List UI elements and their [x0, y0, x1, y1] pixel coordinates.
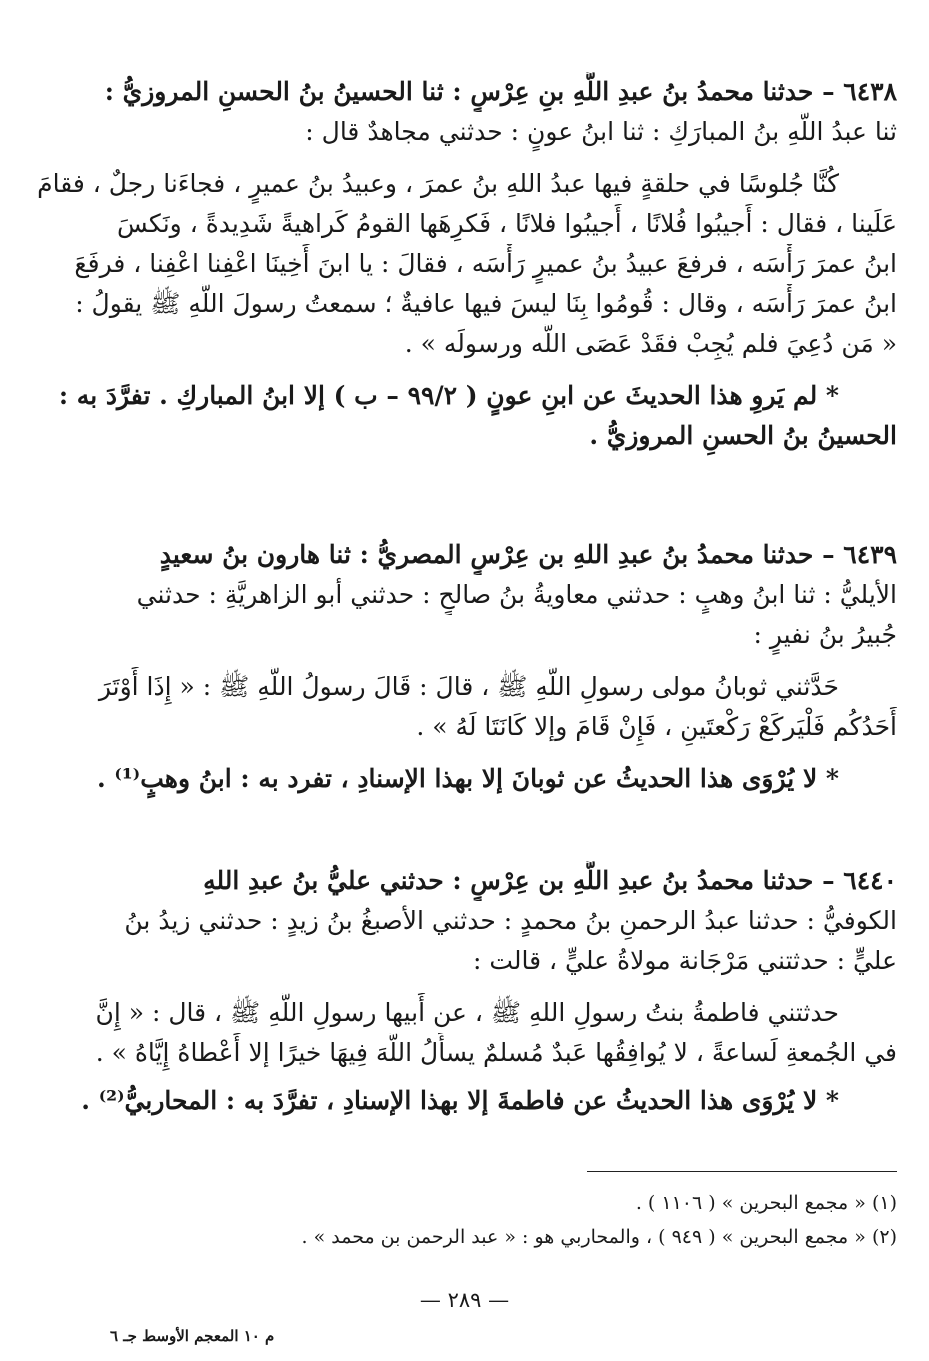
hadith-6440-line-4: حدثتني فاطمةُ بنتُ رسولِ اللهِ ﷺ ، عن أَبيها رسولِ اللَّهِ ﷺ ، قال : « إِنَّ: [95, 998, 839, 1027]
hadith-6438-line-5: ابنُ عمرَ رَأْسَه ، فرفعَ عبيدُ بنُ عميرٍ رَأْسَه ، فقالَ : يا ابنَ أَخِينَا اعْفِنا اعْفِنا ، فرفَعَ: [74, 249, 897, 278]
hadith-6440-line-1: ٦٤٤٠ – حدثنا محمدُ بنُ عبدِ اللَّهِ بن عِرْسٍ : حدثني عليُّ بنُ عبدِ اللهِ: [203, 866, 897, 895]
footnote-2: (٢) « مجمع البحرين » ( ٩٤٩ ) ، والمحاربي هو : « عبد الرحمن بن محمد » .: [301, 1226, 897, 1248]
hadith-6438-line-2: ثنا عبدُ اللَّهِ بنُ المبارَكِ : ثنا ابنُ عونٍ : حدثني مجاهدٌ قال :: [305, 117, 897, 146]
hadith-6440-line-2: الكوفيُّ : حدثنا عبدُ الرحمنِ بنُ محمدٍ : حدثني الأصبغُ بنُ زيدٍ : حدثني زيدُ بنُ: [124, 906, 897, 935]
footnote-separator: [587, 1171, 897, 1172]
hadith-6438-line-4: عَلَينا ، فقال : أَجيبُوا فُلانًا ، أَجيبُوا فلانًا ، فَكرِهَها القومُ كَراهيةً شَدِيدةً ، ونَكسَ: [117, 209, 897, 238]
hadith-6440: [31, 861, 897, 1121]
hadith-6439: [31, 535, 897, 799]
hadith-6438-note-2: الحسينُ بنُ الحسنِ المروزيُّ .: [589, 421, 897, 450]
hadith-6439-note-1: * لا يُرْوَى هذا الحديثُ عن ثوبانَ إلا بهذا الإسنادِ ، تفرد به : ابنُ وهبٍ⁽¹⁾ .: [96, 764, 839, 793]
hadith-6438-line-1: ٦٤٣٨ – حدثنا محمدُ بنُ عبدِ اللَّهِ بنِ عِرْسٍ : ثنا الحسينُ بنُ الحسنِ المروزيُّ :: [104, 77, 897, 106]
hadith-6438-line-7: « مَن دُعِيَ فلم يُجِبْ فقَدْ عَصَى اللَّه ورسولَه » .: [404, 329, 897, 358]
hadith-6440-line-3: عليٍّ : حدثتني مَرْجَانة مولاةُ عليٍّ ، قالت :: [472, 946, 897, 975]
page-number: — ٢٨٩ —: [419, 1288, 510, 1312]
hadith-6438-note-1: * لم يَروِ هذا الحديثَ عن ابنِ عونٍ ( ٩٩/٢ – ب ) إلا ابنُ المباركِ . تفرَّدَ به :: [58, 381, 839, 410]
hadith-6438: [31, 72, 897, 456]
hadith-6439-line-4: حَدَّثني ثوبانُ مولى رسولِ اللَّهِ ﷺ ، قالَ : قَالَ رسولُ اللَّهِ ﷺ : « إِذَا أَوْتَرَ: [98, 672, 839, 701]
hadith-6440-note-1: * لا يُرْوَى هذا الحديثُ عن فاطمةَ إلا بهذا الإسنادِ ، تفرَّدَ به : المحاربيُّ⁽²⁾ .: [81, 1086, 839, 1115]
hadith-6439-line-5: أَحَدُكُم فَلْيَركَعْ رَكْعتَينِ ، فَإِنْ قَامَ وإلا كَانَتَا لَهُ » .: [416, 712, 897, 741]
footnote-1: (١) « مجمع البحرين » ( ١١٠٦ ) .: [635, 1192, 897, 1214]
hadith-6439-line-2: الأيليُّ : ثنا ابنُ وهبٍ : حدثني معاويةُ بنُ صالحٍ : حدثني أبو الزاهريَّةِ : حدثني: [136, 580, 897, 609]
hadith-6438-line-6: ابنُ عمرَ رَأْسَه ، وقال : قُومُوا بِنَا ليسَ فيها عافيةٌ ؛ سمعتُ رسولَ اللَّهِ ﷺ يقولُ :: [75, 289, 897, 318]
hadith-6438-line-3: كُنَّا جُلوسًا في حلقةٍ فيها عبدُ اللهِ بنُ عمرَ ، وعبيدُ بنُ عميرٍ ، فجاءَنا رجلٌ ، فقامَ: [37, 169, 839, 198]
hadith-6440-line-5: في الجُمعةِ لَساعةً ، لا يُوافِقُها عَبدٌ مُسلمٌ يسأَلُ اللَّهَ فِيهَا خيرًا إلا أَعْطاهُ إِيَّاهُ » .: [95, 1038, 897, 1067]
hadith-6439-line-3: جُبيرُ بنُ نفيرٍ :: [753, 620, 897, 649]
printer-signature: م ١٠ المعجم الأوسط جـ ٦: [110, 1327, 275, 1345]
hadith-6439-line-1: ٦٤٣٩ – حدثنا محمدُ بنُ عبدِ اللهِ بن عِرْسٍ المصريُّ : ثنا هارون بنُ سعيدٍ: [159, 540, 897, 569]
